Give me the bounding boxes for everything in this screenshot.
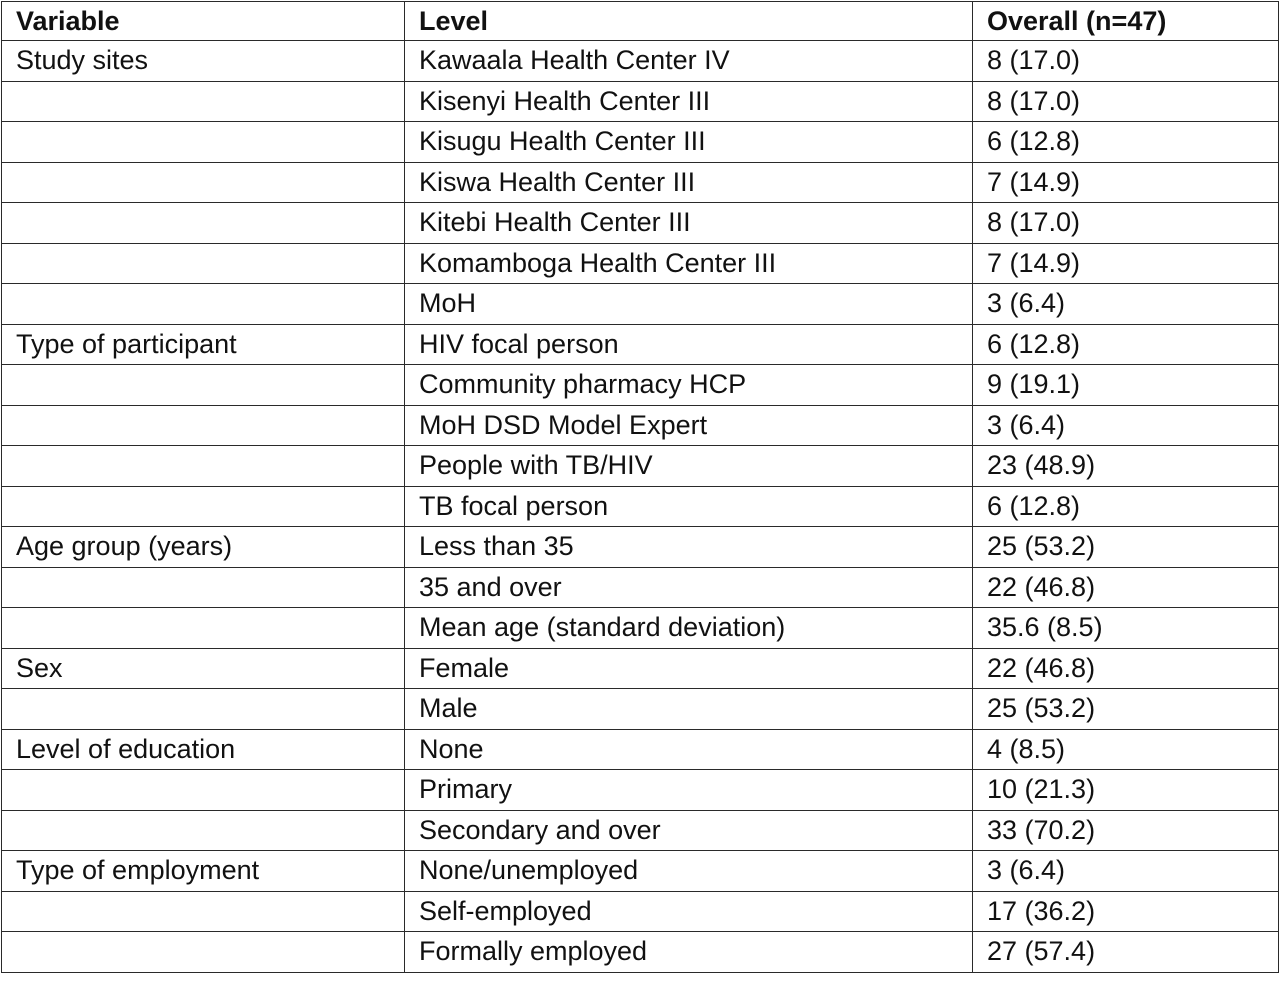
overall-cell: 33 (70.2) — [973, 810, 1279, 851]
overall-cell: 8 (17.0) — [973, 203, 1279, 244]
level-cell: Kawaala Health Center IV — [405, 41, 973, 82]
overall-cell: 6 (12.8) — [973, 324, 1279, 365]
variable-cell — [2, 486, 405, 527]
overall-cell: 35.6 (8.5) — [973, 608, 1279, 649]
level-cell: Kisugu Health Center III — [405, 122, 973, 163]
table-row — [2, 405, 1279, 446]
variable-cell — [2, 932, 405, 973]
overall-cell: 9 (19.1) — [973, 365, 1279, 406]
table-row — [2, 932, 1279, 973]
overall-cell: 22 (46.8) — [973, 567, 1279, 608]
level-cell: Formally employed — [405, 932, 973, 973]
variable-cell: Study sites — [2, 41, 405, 82]
table-row — [2, 365, 1279, 406]
variable-cell — [2, 770, 405, 811]
overall-cell: 3 (6.4) — [973, 405, 1279, 446]
table-row — [2, 689, 1279, 730]
level-cell: Mean age (standard deviation) — [405, 608, 973, 649]
table-row — [2, 486, 1279, 527]
overall-cell: 8 (17.0) — [973, 41, 1279, 82]
level-cell: Komamboga Health Center III — [405, 243, 973, 284]
overall-cell: 7 (14.9) — [973, 162, 1279, 203]
variable-cell — [2, 405, 405, 446]
level-cell: HIV focal person — [405, 324, 973, 365]
level-cell: MoH — [405, 284, 973, 325]
header-variable: Variable — [2, 2, 405, 41]
table-row — [2, 81, 1279, 122]
level-cell: Less than 35 — [405, 527, 973, 568]
table-row — [2, 608, 1279, 649]
overall-cell: 6 (12.8) — [973, 122, 1279, 163]
header-level: Level — [405, 2, 973, 41]
level-cell: 35 and over — [405, 567, 973, 608]
overall-cell: 8 (17.0) — [973, 81, 1279, 122]
variable-cell: Type of employment — [2, 851, 405, 892]
header-row — [2, 2, 1279, 41]
table-row — [2, 122, 1279, 163]
level-cell: Community pharmacy HCP — [405, 365, 973, 406]
variable-cell — [2, 243, 405, 284]
overall-cell: 4 (8.5) — [973, 729, 1279, 770]
overall-cell: 17 (36.2) — [973, 891, 1279, 932]
table-row — [2, 851, 1279, 892]
overall-cell: 25 (53.2) — [973, 527, 1279, 568]
variable-cell — [2, 891, 405, 932]
overall-cell: 25 (53.2) — [973, 689, 1279, 730]
overall-cell: 10 (21.3) — [973, 770, 1279, 811]
variable-cell — [2, 567, 405, 608]
variable-cell — [2, 689, 405, 730]
overall-cell: 27 (57.4) — [973, 932, 1279, 973]
table-row — [2, 810, 1279, 851]
overall-cell: 3 (6.4) — [973, 284, 1279, 325]
level-cell: Primary — [405, 770, 973, 811]
variable-cell — [2, 284, 405, 325]
variable-cell — [2, 162, 405, 203]
table-row — [2, 567, 1279, 608]
overall-cell: 23 (48.9) — [973, 446, 1279, 487]
variable-cell — [2, 810, 405, 851]
table-row — [2, 284, 1279, 325]
table-row — [2, 770, 1279, 811]
variable-cell — [2, 608, 405, 649]
level-cell: Self-employed — [405, 891, 973, 932]
variable-cell — [2, 365, 405, 406]
table-row — [2, 324, 1279, 365]
table-row — [2, 891, 1279, 932]
variable-cell: Sex — [2, 648, 405, 689]
table-row — [2, 446, 1279, 487]
level-cell: Male — [405, 689, 973, 730]
variable-cell: Age group (years) — [2, 527, 405, 568]
level-cell: TB focal person — [405, 486, 973, 527]
overall-cell: 7 (14.9) — [973, 243, 1279, 284]
overall-cell: 3 (6.4) — [973, 851, 1279, 892]
variable-cell — [2, 446, 405, 487]
overall-cell: 6 (12.8) — [973, 486, 1279, 527]
table-row — [2, 648, 1279, 689]
level-cell: People with TB/HIV — [405, 446, 973, 487]
level-cell: Kisenyi Health Center III — [405, 81, 973, 122]
level-cell: Female — [405, 648, 973, 689]
variable-cell — [2, 122, 405, 163]
variable-cell: Type of participant — [2, 324, 405, 365]
table-row — [2, 203, 1279, 244]
table-row — [2, 243, 1279, 284]
level-cell: Kiswa Health Center III — [405, 162, 973, 203]
table-row — [2, 41, 1279, 82]
header-overall: Overall (n=47) — [973, 2, 1279, 41]
level-cell: MoH DSD Model Expert — [405, 405, 973, 446]
table-row — [2, 527, 1279, 568]
level-cell: None — [405, 729, 973, 770]
table-row — [2, 162, 1279, 203]
level-cell: Kitebi Health Center III — [405, 203, 973, 244]
table-row — [2, 729, 1279, 770]
level-cell: None/unemployed — [405, 851, 973, 892]
participant-characteristics-table — [1, 1, 1279, 973]
variable-cell: Level of education — [2, 729, 405, 770]
overall-cell: 22 (46.8) — [973, 648, 1279, 689]
variable-cell — [2, 81, 405, 122]
variable-cell — [2, 203, 405, 244]
level-cell: Secondary and over — [405, 810, 973, 851]
